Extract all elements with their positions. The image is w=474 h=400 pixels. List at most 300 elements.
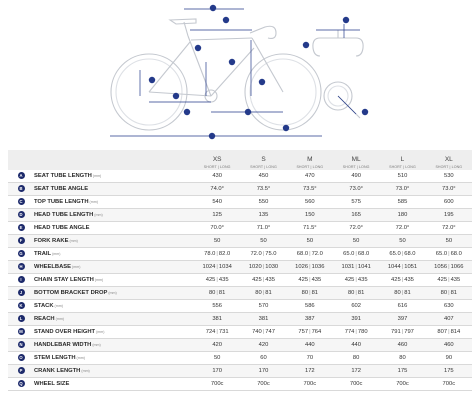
value-text: 585 bbox=[397, 199, 408, 205]
value-long: 81 bbox=[218, 290, 226, 296]
value-short: 791 bbox=[391, 329, 401, 335]
value-long: 435 bbox=[404, 277, 414, 283]
value-long: 731 bbox=[218, 329, 229, 335]
row-letter-cell bbox=[8, 170, 34, 183]
value-text: 556 bbox=[212, 303, 222, 309]
value-short: 425 bbox=[391, 277, 401, 283]
value-text: 602 bbox=[351, 303, 361, 309]
table-row bbox=[8, 365, 472, 378]
value-cell bbox=[194, 287, 240, 300]
table-row bbox=[8, 378, 472, 391]
value-text: 560 bbox=[304, 199, 315, 205]
value-cell bbox=[379, 378, 425, 391]
value-text: 440 bbox=[304, 342, 315, 348]
value-cell bbox=[287, 352, 333, 365]
value-text: 510 bbox=[397, 173, 408, 179]
value-long: 1051 bbox=[404, 264, 418, 270]
measurement-letter-badge: O bbox=[19, 354, 23, 360]
value-short: 740 bbox=[252, 329, 262, 335]
table-row bbox=[8, 261, 472, 274]
value-long: 747 bbox=[265, 329, 275, 335]
bike-geometry-illustration bbox=[0, 0, 474, 148]
table-row bbox=[8, 196, 472, 209]
value-short: 425 bbox=[437, 277, 448, 283]
value-short: 425 bbox=[205, 277, 216, 283]
value-cell bbox=[426, 222, 472, 235]
value-text: 50 bbox=[352, 238, 360, 244]
value-text: 460 bbox=[397, 342, 408, 348]
value-text: 125 bbox=[212, 212, 222, 218]
value-text: 490 bbox=[351, 173, 361, 179]
value-text: 387 bbox=[304, 316, 315, 322]
value-short: 80 bbox=[440, 290, 448, 296]
value-cell bbox=[379, 209, 425, 222]
value-cell bbox=[194, 300, 240, 313]
value-text: 550 bbox=[258, 199, 269, 205]
value-text: 700c bbox=[442, 381, 456, 387]
value-cell bbox=[240, 196, 286, 209]
measurement-unit: (mm) bbox=[92, 343, 101, 347]
value-text: 420 bbox=[258, 342, 269, 348]
value-text: 170 bbox=[212, 368, 222, 374]
value-cell bbox=[333, 235, 379, 248]
bike-outline bbox=[111, 19, 321, 130]
measurement-letter-badge: N bbox=[19, 341, 23, 347]
measurement-label bbox=[34, 209, 194, 222]
value-cell bbox=[194, 196, 240, 209]
row-letter-cell bbox=[8, 209, 34, 222]
value-cell bbox=[426, 274, 472, 287]
measurement-name: CRANK LENGTH bbox=[34, 368, 81, 374]
header-spacer bbox=[8, 150, 34, 170]
measurement-letter-badge: A bbox=[19, 172, 23, 178]
dimension-markers bbox=[149, 5, 289, 139]
value-long: 1034 bbox=[218, 264, 232, 270]
value-cell bbox=[240, 222, 286, 235]
row-letter-cell bbox=[8, 352, 34, 365]
value-cell bbox=[379, 352, 425, 365]
value-separator: | bbox=[309, 264, 311, 270]
measurement-unit: (mm) bbox=[76, 356, 85, 360]
value-cell bbox=[333, 222, 379, 235]
value-separator: | bbox=[448, 290, 450, 296]
value-text: 570 bbox=[258, 303, 269, 309]
measurement-unit: (mm) bbox=[69, 239, 78, 243]
value-long: 1036 bbox=[311, 264, 325, 270]
value-short: 80 bbox=[208, 290, 216, 296]
value-cell bbox=[333, 287, 379, 300]
value-text: 150 bbox=[304, 212, 315, 218]
value-short: 724 bbox=[205, 329, 216, 335]
value-text: 50 bbox=[260, 238, 267, 244]
size-header-row bbox=[8, 150, 472, 170]
value-separator: | bbox=[448, 329, 450, 335]
size-header: XS SHORT | LONG bbox=[194, 150, 240, 170]
value-text: 135 bbox=[258, 212, 269, 218]
measurement-unit: (mm) bbox=[55, 317, 65, 321]
value-cell bbox=[379, 222, 425, 235]
value-text: 450 bbox=[258, 173, 269, 179]
value-cell bbox=[240, 261, 286, 274]
value-text: 440 bbox=[351, 342, 361, 348]
measurement-letter-badge: B bbox=[19, 185, 23, 191]
value-cell bbox=[426, 339, 472, 352]
value-text: 74.0° bbox=[210, 186, 224, 192]
value-text: 170 bbox=[258, 368, 269, 374]
value-text: 470 bbox=[304, 173, 315, 179]
value-short: 65.0 bbox=[435, 251, 448, 257]
value-text: 72.0° bbox=[395, 225, 410, 231]
value-text: 407 bbox=[443, 316, 454, 322]
value-long: 68.0 bbox=[450, 251, 462, 257]
value-text: 175 bbox=[443, 368, 454, 374]
measurement-unit: (mm) bbox=[52, 252, 61, 256]
value-separator: | bbox=[216, 277, 218, 283]
value-separator: | bbox=[401, 329, 404, 335]
value-cell bbox=[333, 248, 379, 261]
value-cell bbox=[379, 196, 425, 209]
measurement-unit: (mm) bbox=[96, 330, 105, 334]
size-header: S SHORT | LONG bbox=[240, 150, 286, 170]
value-long: 82.0 bbox=[218, 251, 231, 257]
value-separator: | bbox=[448, 264, 450, 270]
value-text: 50 bbox=[213, 355, 221, 361]
value-separator: | bbox=[448, 277, 450, 283]
value-cell bbox=[379, 365, 425, 378]
value-short: 68.0 bbox=[296, 251, 309, 257]
value-cell bbox=[287, 378, 333, 391]
value-separator: | bbox=[401, 290, 404, 296]
value-text: 80 bbox=[399, 355, 406, 361]
dimension-lines bbox=[110, 9, 322, 136]
value-text: 172 bbox=[304, 368, 315, 374]
value-cell bbox=[379, 300, 425, 313]
value-short: 1020 bbox=[248, 264, 262, 270]
measurement-name: HEAD TUBE ANGLE bbox=[34, 225, 90, 231]
geometry-table bbox=[8, 150, 472, 391]
measurement-unit: (mm) bbox=[89, 200, 98, 204]
value-text: 50 bbox=[445, 238, 453, 244]
measurement-label bbox=[34, 300, 194, 313]
value-long: 1066 bbox=[450, 264, 464, 270]
measurement-name: TOP TUBE LENGTH bbox=[34, 199, 89, 205]
value-separator: | bbox=[262, 290, 265, 296]
value-cell bbox=[287, 313, 333, 326]
value-text: 71.5° bbox=[303, 225, 317, 231]
value-text: 195 bbox=[443, 212, 454, 218]
measurement-label bbox=[34, 313, 194, 326]
value-cell bbox=[379, 339, 425, 352]
value-text: 70 bbox=[306, 355, 314, 361]
measurement-name: STAND OVER HEIGHT bbox=[34, 329, 96, 335]
value-cell bbox=[287, 235, 333, 248]
value-text: 420 bbox=[212, 342, 222, 348]
size-header: ML SHORT | LONG bbox=[333, 150, 379, 170]
value-short: 78.0 bbox=[204, 251, 216, 257]
value-long: 81 bbox=[357, 290, 365, 296]
row-letter-cell bbox=[8, 183, 34, 196]
value-cell bbox=[379, 326, 425, 339]
value-separator: | bbox=[309, 251, 311, 257]
value-cell bbox=[287, 300, 333, 313]
table-row bbox=[8, 209, 472, 222]
value-cell bbox=[333, 339, 379, 352]
value-text: 575 bbox=[351, 199, 361, 205]
value-long: 81 bbox=[404, 290, 411, 296]
crank-marker bbox=[362, 109, 368, 115]
value-cell bbox=[379, 287, 425, 300]
measurement-name: TRAIL bbox=[34, 251, 52, 257]
row-letter-cell bbox=[8, 222, 34, 235]
measurement-letter-badge: D bbox=[19, 211, 23, 217]
value-text: 90 bbox=[445, 355, 453, 361]
value-cell bbox=[194, 261, 240, 274]
value-cell bbox=[426, 235, 472, 248]
table-row bbox=[8, 313, 472, 326]
row-letter-cell bbox=[8, 339, 34, 352]
value-short: 425 bbox=[252, 277, 262, 283]
value-long: 1041 bbox=[357, 264, 371, 270]
value-separator: | bbox=[216, 290, 218, 296]
value-text: 50 bbox=[306, 238, 314, 244]
value-long: 72.0 bbox=[311, 251, 323, 257]
measurement-unit: (mm) bbox=[72, 265, 81, 269]
table-row bbox=[8, 183, 472, 196]
table-row bbox=[8, 287, 472, 300]
measurement-letter-badge: C bbox=[19, 198, 23, 204]
value-cell bbox=[426, 209, 472, 222]
measurement-name: WHEEL SIZE bbox=[34, 381, 70, 387]
measurement-name: BOTTOM BRACKET DROP bbox=[34, 290, 108, 296]
handlebar-marker bbox=[303, 42, 309, 48]
measurement-letter-badge: J bbox=[18, 289, 25, 296]
saddle bbox=[170, 19, 196, 24]
value-text: 172 bbox=[351, 368, 361, 374]
top-tube bbox=[191, 38, 252, 40]
value-cell bbox=[287, 183, 333, 196]
value-text: 460 bbox=[443, 342, 454, 348]
value-text: 71.0° bbox=[256, 225, 271, 231]
value-cell bbox=[287, 196, 333, 209]
value-text: 530 bbox=[443, 173, 454, 179]
table-row bbox=[8, 235, 472, 248]
value-cell bbox=[287, 326, 333, 339]
value-text: 616 bbox=[397, 303, 408, 309]
value-cell bbox=[194, 339, 240, 352]
measurement-label bbox=[34, 248, 194, 261]
value-long: 81 bbox=[450, 290, 458, 296]
value-cell bbox=[333, 365, 379, 378]
value-cell bbox=[194, 209, 240, 222]
value-separator: | bbox=[309, 329, 311, 335]
value-long: 435 bbox=[357, 277, 368, 283]
value-cell bbox=[333, 209, 379, 222]
value-separator: | bbox=[216, 264, 218, 270]
value-short: 65.0 bbox=[389, 251, 401, 257]
value-short: 80 bbox=[255, 290, 262, 296]
value-text: 175 bbox=[397, 368, 408, 374]
value-short: 1026 bbox=[295, 264, 309, 270]
row-letter-cell bbox=[8, 196, 34, 209]
value-short: 65.0 bbox=[343, 251, 355, 257]
value-separator: | bbox=[309, 277, 311, 283]
value-separator: | bbox=[401, 277, 404, 283]
measurement-name: FORK RAKE bbox=[34, 238, 69, 244]
value-cell bbox=[426, 300, 472, 313]
size-header: L SHORT | LONG bbox=[379, 150, 425, 170]
value-separator: | bbox=[355, 290, 357, 296]
measurement-letter-badge: I bbox=[18, 276, 25, 283]
value-long: 814 bbox=[450, 329, 461, 335]
value-text: 73.5° bbox=[303, 186, 317, 192]
value-long: 1030 bbox=[265, 264, 279, 270]
value-cell bbox=[194, 170, 240, 183]
value-cell bbox=[287, 222, 333, 235]
value-long: 68.0 bbox=[357, 251, 370, 257]
value-short: 80 bbox=[347, 290, 355, 296]
measurement-label bbox=[34, 261, 194, 274]
value-cell bbox=[194, 378, 240, 391]
value-text: 600 bbox=[443, 199, 454, 205]
row-letter-cell bbox=[8, 248, 34, 261]
value-cell bbox=[333, 274, 379, 287]
value-cell bbox=[194, 313, 240, 326]
value-cell bbox=[426, 170, 472, 183]
value-cell bbox=[379, 313, 425, 326]
value-short: 80 bbox=[394, 290, 401, 296]
value-cell bbox=[379, 248, 425, 261]
seat-tube bbox=[188, 36, 211, 96]
measurement-label bbox=[34, 365, 194, 378]
value-text: 165 bbox=[351, 212, 361, 218]
value-cell bbox=[333, 313, 379, 326]
row-letter-cell bbox=[8, 365, 34, 378]
measurement-label bbox=[34, 326, 194, 339]
value-text: 73.5° bbox=[256, 186, 271, 192]
value-cell bbox=[426, 365, 472, 378]
value-cell bbox=[240, 352, 286, 365]
value-text: 80 bbox=[352, 355, 360, 361]
measurement-label bbox=[34, 183, 194, 196]
measurement-label bbox=[34, 170, 194, 183]
value-cell bbox=[333, 170, 379, 183]
value-cell bbox=[333, 183, 379, 196]
value-cell bbox=[240, 339, 286, 352]
value-cell bbox=[287, 261, 333, 274]
value-text: 60 bbox=[260, 355, 267, 361]
measurement-unit: (mm) bbox=[94, 213, 103, 217]
table-row bbox=[8, 248, 472, 261]
measurement-unit: (mm) bbox=[92, 174, 102, 178]
value-text: 700c bbox=[349, 381, 363, 387]
handlebar-front-view bbox=[313, 30, 363, 56]
value-cell bbox=[379, 235, 425, 248]
value-cell bbox=[426, 261, 472, 274]
value-cell bbox=[194, 222, 240, 235]
table-row bbox=[8, 326, 472, 339]
measurement-name: WHEELBASE bbox=[34, 264, 72, 270]
value-cell bbox=[379, 261, 425, 274]
value-text: 391 bbox=[351, 316, 361, 322]
row-letter-cell bbox=[8, 300, 34, 313]
measurement-label bbox=[34, 196, 194, 209]
row-letter-cell bbox=[8, 274, 34, 287]
table-row bbox=[8, 170, 472, 183]
seat-stay bbox=[149, 42, 190, 92]
value-text: 700c bbox=[396, 381, 409, 387]
table-row bbox=[8, 339, 472, 352]
value-separator: | bbox=[262, 251, 265, 257]
measurement-letter-badge: L bbox=[18, 315, 25, 322]
value-cell bbox=[426, 196, 472, 209]
value-long: 435 bbox=[311, 277, 322, 283]
value-cell bbox=[194, 365, 240, 378]
measurement-label bbox=[34, 222, 194, 235]
value-short: 80 bbox=[301, 290, 309, 296]
down-tube bbox=[211, 48, 254, 96]
value-long: 797 bbox=[404, 329, 414, 335]
measurement-label bbox=[34, 235, 194, 248]
value-cell bbox=[287, 170, 333, 183]
value-short: 1044 bbox=[387, 264, 401, 270]
measurement-name: REACH bbox=[34, 316, 55, 322]
value-cell bbox=[194, 248, 240, 261]
value-text: 73.0° bbox=[395, 186, 410, 192]
value-cell bbox=[379, 274, 425, 287]
measurement-name: STACK bbox=[34, 303, 54, 309]
value-cell bbox=[194, 183, 240, 196]
value-cell bbox=[426, 313, 472, 326]
value-text: 73.0° bbox=[442, 186, 456, 192]
row-letter-cell bbox=[8, 313, 34, 326]
value-cell bbox=[333, 196, 379, 209]
value-cell bbox=[333, 352, 379, 365]
value-cell bbox=[240, 248, 286, 261]
chain-stay bbox=[149, 92, 211, 96]
value-short: 1024 bbox=[202, 264, 216, 270]
value-separator: | bbox=[355, 264, 357, 270]
value-cell bbox=[426, 287, 472, 300]
header-spacer bbox=[34, 150, 194, 170]
value-separator: | bbox=[216, 251, 218, 257]
value-separator: | bbox=[448, 251, 450, 257]
value-long: 435 bbox=[218, 277, 229, 283]
value-text: 50 bbox=[213, 238, 221, 244]
value-long: 75.0 bbox=[265, 251, 277, 257]
value-short: 1031 bbox=[341, 264, 355, 270]
value-long: 68.0 bbox=[404, 251, 416, 257]
handlebar-drop bbox=[250, 26, 276, 38]
value-cell bbox=[333, 326, 379, 339]
measurement-letter-badge: F bbox=[18, 237, 25, 244]
measurement-letter-badge: G bbox=[19, 250, 23, 256]
value-text: 73.0° bbox=[349, 186, 363, 192]
value-text: 700c bbox=[257, 381, 270, 387]
measurement-label bbox=[34, 287, 194, 300]
measurement-name: STEM LENGTH bbox=[34, 355, 76, 361]
measurement-name: HEAD TUBE LENGTH bbox=[34, 212, 94, 218]
value-long: 764 bbox=[311, 329, 322, 335]
measurement-name: CHAIN STAY LENGTH bbox=[34, 277, 94, 283]
value-cell bbox=[426, 352, 472, 365]
measurement-unit: (mm) bbox=[108, 291, 117, 295]
stem-marker bbox=[343, 17, 349, 23]
value-short: 774 bbox=[344, 329, 355, 335]
value-separator: | bbox=[262, 329, 265, 335]
measurement-letter-badge: K bbox=[19, 302, 23, 308]
value-cell bbox=[194, 326, 240, 339]
value-cell bbox=[240, 300, 286, 313]
